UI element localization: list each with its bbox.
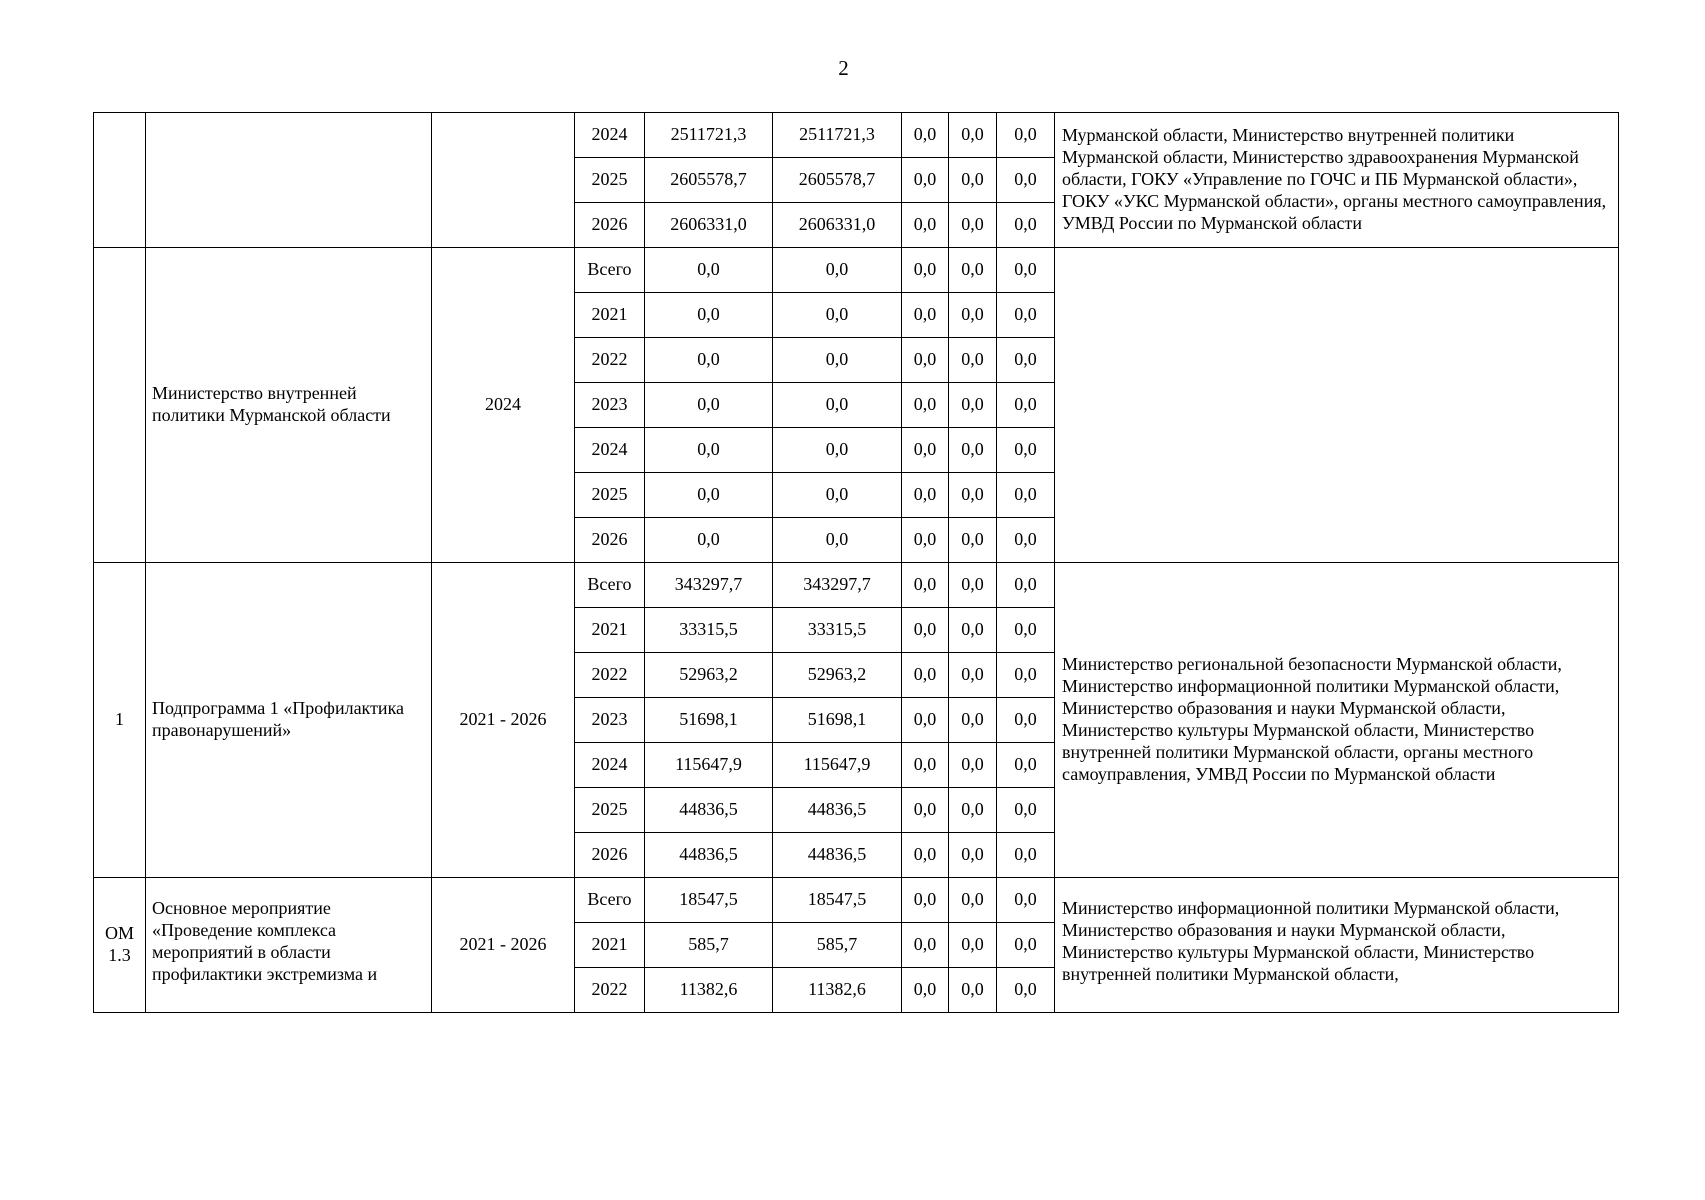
regional-budget-cell: 0,0 xyxy=(773,518,902,563)
total-cell: 52963,2 xyxy=(645,653,773,698)
extra-budget-cell: 0,0 xyxy=(997,788,1055,833)
total-cell: 0,0 xyxy=(645,293,773,338)
local-budget-cell: 0,0 xyxy=(949,653,997,698)
federal-budget-cell: 0,0 xyxy=(902,878,949,923)
year-cell: 2024 xyxy=(575,743,645,788)
year-cell: 2025 xyxy=(575,473,645,518)
table-row xyxy=(94,248,1619,293)
regional-budget-cell: 0,0 xyxy=(773,338,902,383)
federal-budget-cell: 0,0 xyxy=(902,203,949,248)
federal-budget-cell: 0,0 xyxy=(902,113,949,158)
period-cell xyxy=(432,113,575,248)
local-budget-cell: 0,0 xyxy=(949,383,997,428)
regional-budget-cell: 18547,5 xyxy=(773,878,902,923)
extra-budget-cell: 0,0 xyxy=(997,563,1055,608)
item-number-cell: ОМ 1.3 xyxy=(94,878,146,1013)
year-cell: Всего xyxy=(575,563,645,608)
extra-budget-cell: 0,0 xyxy=(997,473,1055,518)
federal-budget-cell: 0,0 xyxy=(902,653,949,698)
local-budget-cell: 0,0 xyxy=(949,518,997,563)
extra-budget-cell: 0,0 xyxy=(997,293,1055,338)
item-number-cell: 1 xyxy=(94,563,146,878)
year-cell: 2026 xyxy=(575,833,645,878)
regional-budget-cell: 44836,5 xyxy=(773,833,902,878)
total-cell: 343297,7 xyxy=(645,563,773,608)
federal-budget-cell: 0,0 xyxy=(902,473,949,518)
regional-budget-cell: 33315,5 xyxy=(773,608,902,653)
year-cell: 2026 xyxy=(575,518,645,563)
regional-budget-cell: 44836,5 xyxy=(773,788,902,833)
regional-budget-cell: 343297,7 xyxy=(773,563,902,608)
year-cell: Всего xyxy=(575,878,645,923)
federal-budget-cell: 0,0 xyxy=(902,608,949,653)
federal-budget-cell: 0,0 xyxy=(902,293,949,338)
year-cell: 2022 xyxy=(575,338,645,383)
regional-budget-cell: 0,0 xyxy=(773,293,902,338)
regional-budget-cell: 2511721,3 xyxy=(773,113,902,158)
table-body xyxy=(94,113,1619,1013)
federal-budget-cell: 0,0 xyxy=(902,743,949,788)
local-budget-cell: 0,0 xyxy=(949,878,997,923)
federal-budget-cell: 0,0 xyxy=(902,698,949,743)
year-cell: 2025 xyxy=(575,158,645,203)
local-budget-cell: 0,0 xyxy=(949,698,997,743)
total-cell: 0,0 xyxy=(645,473,773,518)
year-cell: 2026 xyxy=(575,203,645,248)
item-number-cell xyxy=(94,248,146,563)
executors-cell: Мурманской области, Министерство внутренней политики Мурманской области, Министерство здравоохранения Мурманской области, ГОКУ «Управление по ГОЧС и ПБ Мурманской области», ГОКУ «УКС Мурманской области», органы местного самоуправления, УМВД России по Мурманской области xyxy=(1055,113,1619,248)
total-cell: 0,0 xyxy=(645,428,773,473)
period-cell: 2021 - 2026 xyxy=(432,563,575,878)
item-number-cell xyxy=(94,113,146,248)
year-cell: 2025 xyxy=(575,788,645,833)
extra-budget-cell: 0,0 xyxy=(997,203,1055,248)
total-cell: 11382,6 xyxy=(645,968,773,1013)
regional-budget-cell: 0,0 xyxy=(773,428,902,473)
extra-budget-cell: 0,0 xyxy=(997,608,1055,653)
extra-budget-cell: 0,0 xyxy=(997,248,1055,293)
regional-budget-cell: 0,0 xyxy=(773,383,902,428)
extra-budget-cell: 0,0 xyxy=(997,158,1055,203)
local-budget-cell: 0,0 xyxy=(949,833,997,878)
extra-budget-cell: 0,0 xyxy=(997,878,1055,923)
federal-budget-cell: 0,0 xyxy=(902,158,949,203)
year-cell: Всего xyxy=(575,248,645,293)
total-cell: 2605578,7 xyxy=(645,158,773,203)
total-cell: 0,0 xyxy=(645,248,773,293)
federal-budget-cell: 0,0 xyxy=(902,923,949,968)
regional-budget-cell: 585,7 xyxy=(773,923,902,968)
executors-cell: Министерство информационной политики Мурманской области, Министерство образования и науки Мурманской области, Министерство культуры Мурманской области, Министерство внутренней политики Мурманской области, xyxy=(1055,878,1619,1013)
federal-budget-cell: 0,0 xyxy=(902,338,949,383)
federal-budget-cell: 0,0 xyxy=(902,788,949,833)
program-name-cell: Основное мероприятие «Проведение комплекса мероприятий в области профилактики экстремизма и xyxy=(146,878,432,1013)
local-budget-cell: 0,0 xyxy=(949,743,997,788)
local-budget-cell: 0,0 xyxy=(949,608,997,653)
federal-budget-cell: 0,0 xyxy=(902,518,949,563)
executors-cell xyxy=(1055,248,1619,563)
local-budget-cell: 0,0 xyxy=(949,563,997,608)
year-cell: 2021 xyxy=(575,608,645,653)
extra-budget-cell: 0,0 xyxy=(997,383,1055,428)
regional-budget-cell: 51698,1 xyxy=(773,698,902,743)
local-budget-cell: 0,0 xyxy=(949,203,997,248)
total-cell: 2511721,3 xyxy=(645,113,773,158)
table-row xyxy=(94,878,1619,923)
regional-budget-cell: 0,0 xyxy=(773,473,902,518)
total-cell: 585,7 xyxy=(645,923,773,968)
total-cell: 0,0 xyxy=(645,338,773,383)
local-budget-cell: 0,0 xyxy=(949,473,997,518)
local-budget-cell: 0,0 xyxy=(949,788,997,833)
year-cell: 2024 xyxy=(575,428,645,473)
federal-budget-cell: 0,0 xyxy=(902,248,949,293)
extra-budget-cell: 0,0 xyxy=(997,428,1055,473)
table-row xyxy=(94,563,1619,608)
period-cell: 2024 xyxy=(432,248,575,563)
local-budget-cell: 0,0 xyxy=(949,248,997,293)
local-budget-cell: 0,0 xyxy=(949,113,997,158)
regional-budget-cell: 11382,6 xyxy=(773,968,902,1013)
year-cell: 2021 xyxy=(575,923,645,968)
page-number: 2 xyxy=(838,56,849,80)
year-cell: 2021 xyxy=(575,293,645,338)
regional-budget-cell: 0,0 xyxy=(773,248,902,293)
extra-budget-cell: 0,0 xyxy=(997,833,1055,878)
extra-budget-cell: 0,0 xyxy=(997,653,1055,698)
total-cell: 2606331,0 xyxy=(645,203,773,248)
program-name-cell: Подпрограмма 1 «Профилактика правонарушений» xyxy=(146,563,432,878)
year-cell: 2023 xyxy=(575,383,645,428)
extra-budget-cell: 0,0 xyxy=(997,923,1055,968)
local-budget-cell: 0,0 xyxy=(949,158,997,203)
regional-budget-cell: 115647,9 xyxy=(773,743,902,788)
local-budget-cell: 0,0 xyxy=(949,923,997,968)
regional-budget-cell: 2605578,7 xyxy=(773,158,902,203)
extra-budget-cell: 0,0 xyxy=(997,968,1055,1013)
table-row xyxy=(94,113,1619,158)
total-cell: 0,0 xyxy=(645,518,773,563)
federal-budget-cell: 0,0 xyxy=(902,383,949,428)
period-cell: 2021 - 2026 xyxy=(432,878,575,1013)
program-name-cell: Министерство внутренней политики Мурманской области xyxy=(146,248,432,563)
total-cell: 51698,1 xyxy=(645,698,773,743)
total-cell: 44836,5 xyxy=(645,833,773,878)
federal-budget-cell: 0,0 xyxy=(902,833,949,878)
local-budget-cell: 0,0 xyxy=(949,968,997,1013)
extra-budget-cell: 0,0 xyxy=(997,698,1055,743)
executors-cell: Министерство региональной безопасности Мурманской области, Министерство информационной политики Мурманской области, Министерство образования и науки Мурманской области, Министерство культуры Мурманской области, Министерство внутренней политики Мурманской области, органы местного самоуправления, УМВД России по Мурманской области xyxy=(1055,563,1619,878)
total-cell: 44836,5 xyxy=(645,788,773,833)
federal-budget-cell: 0,0 xyxy=(902,968,949,1013)
program-name-cell xyxy=(146,113,432,248)
regional-budget-cell: 2606331,0 xyxy=(773,203,902,248)
regional-budget-cell: 52963,2 xyxy=(773,653,902,698)
extra-budget-cell: 0,0 xyxy=(997,743,1055,788)
local-budget-cell: 0,0 xyxy=(949,428,997,473)
extra-budget-cell: 0,0 xyxy=(997,338,1055,383)
local-budget-cell: 0,0 xyxy=(949,338,997,383)
total-cell: 0,0 xyxy=(645,383,773,428)
year-cell: 2023 xyxy=(575,698,645,743)
local-budget-cell: 0,0 xyxy=(949,293,997,338)
federal-budget-cell: 0,0 xyxy=(902,428,949,473)
year-cell: 2022 xyxy=(575,653,645,698)
total-cell: 18547,5 xyxy=(645,878,773,923)
budget-table xyxy=(93,112,1619,1013)
total-cell: 33315,5 xyxy=(645,608,773,653)
federal-budget-cell: 0,0 xyxy=(902,563,949,608)
extra-budget-cell: 0,0 xyxy=(997,518,1055,563)
total-cell: 115647,9 xyxy=(645,743,773,788)
extra-budget-cell: 0,0 xyxy=(997,113,1055,158)
year-cell: 2022 xyxy=(575,968,645,1013)
year-cell: 2024 xyxy=(575,113,645,158)
